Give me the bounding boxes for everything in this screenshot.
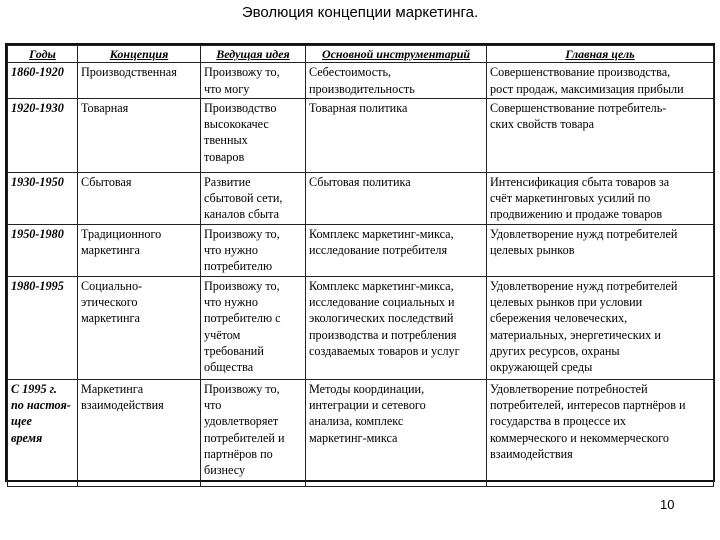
header-goal: Главная цель bbox=[487, 46, 714, 63]
header-idea: Ведущая идея bbox=[201, 46, 306, 63]
table-row bbox=[8, 172, 714, 224]
cell-concept: Маркетинга взаимодействия bbox=[78, 379, 201, 486]
cell-goal: Совершенствование потребитель- ских свойств товара bbox=[487, 98, 714, 172]
cell-tools: Методы координации, интеграции и сетевого анализа, комплекс маркетинг-микса bbox=[306, 379, 487, 486]
table-row bbox=[8, 224, 714, 276]
cell-years: 1950-1980 bbox=[8, 224, 78, 276]
cell-idea: Произвожу то, что нужно потребителю с учётом требований общества bbox=[201, 276, 306, 379]
cell-idea: Произвожу то, что могу bbox=[201, 63, 306, 99]
cell-idea: Производство высококачес твенных товаров bbox=[201, 98, 306, 172]
cell-goal: Удовлетворение нужд потребителей целевых рынков при условии сбережения человеческих, материальных, энергетических и других ресурсов, охраны окружающей среды bbox=[487, 276, 714, 379]
page-title: Эволюция концепции маркетинга. bbox=[241, 4, 479, 21]
cell-years: С 1995 г. по настоя- щее время bbox=[8, 379, 78, 486]
cell-idea: Произвожу то, что удовлетворяет потребителей и партнёров по бизнесу bbox=[201, 379, 306, 486]
cell-goal: Интенсификация сбыта товаров за счёт маркетинговых усилий по продвижению и продаже товаров bbox=[487, 172, 714, 224]
cell-concept: Сбытовая bbox=[78, 172, 201, 224]
cell-years: 1920-1930 bbox=[8, 98, 78, 172]
table-row bbox=[8, 379, 714, 486]
cell-concept: Товарная bbox=[78, 98, 201, 172]
cell-goal: Удовлетворение потребностей потребителей, интересов партнёров и государства в процессе их коммерческого и некоммерческого взаимодействия bbox=[487, 379, 714, 486]
cell-years: 1980-1995 bbox=[8, 276, 78, 379]
cell-years: 1860-1920 bbox=[8, 63, 78, 99]
page-number: 10 bbox=[660, 497, 675, 512]
cell-tools: Товарная политика bbox=[306, 98, 487, 172]
header-tools: Основной инструментарий bbox=[306, 46, 487, 63]
cell-goal: Совершенствование производства, рост продаж, максимизация прибыли bbox=[487, 63, 714, 99]
table-row bbox=[8, 98, 714, 172]
cell-tools: Сбытовая политика bbox=[306, 172, 487, 224]
cell-idea: Произвожу то, что нужно потребителю bbox=[201, 224, 306, 276]
cell-tools: Комплекс маркетинг-микса, исследование потребителя bbox=[306, 224, 487, 276]
cell-tools: Комплекс маркетинг-микса, исследование социальных и экологических последствий производства и потребления создаваемых товаров и услуг bbox=[306, 276, 487, 379]
table-row bbox=[8, 63, 714, 99]
cell-years: 1930-1950 bbox=[8, 172, 78, 224]
cell-concept: Традиционного маркетинга bbox=[78, 224, 201, 276]
header-years: Годы bbox=[8, 46, 78, 63]
cell-concept: Производственная bbox=[78, 63, 201, 99]
cell-goal: Удовлетворение нужд потребителей целевых рынков bbox=[487, 224, 714, 276]
cell-tools: Себестоимость, производительность bbox=[306, 63, 487, 99]
concept-evolution-table bbox=[5, 43, 715, 482]
table-header-row bbox=[8, 46, 714, 63]
header-concept: Концепция bbox=[78, 46, 201, 63]
cell-concept: Социально- этического маркетинга bbox=[78, 276, 201, 379]
table-row bbox=[8, 276, 714, 379]
cell-idea: Развитие сбытовой сети, каналов сбыта bbox=[201, 172, 306, 224]
